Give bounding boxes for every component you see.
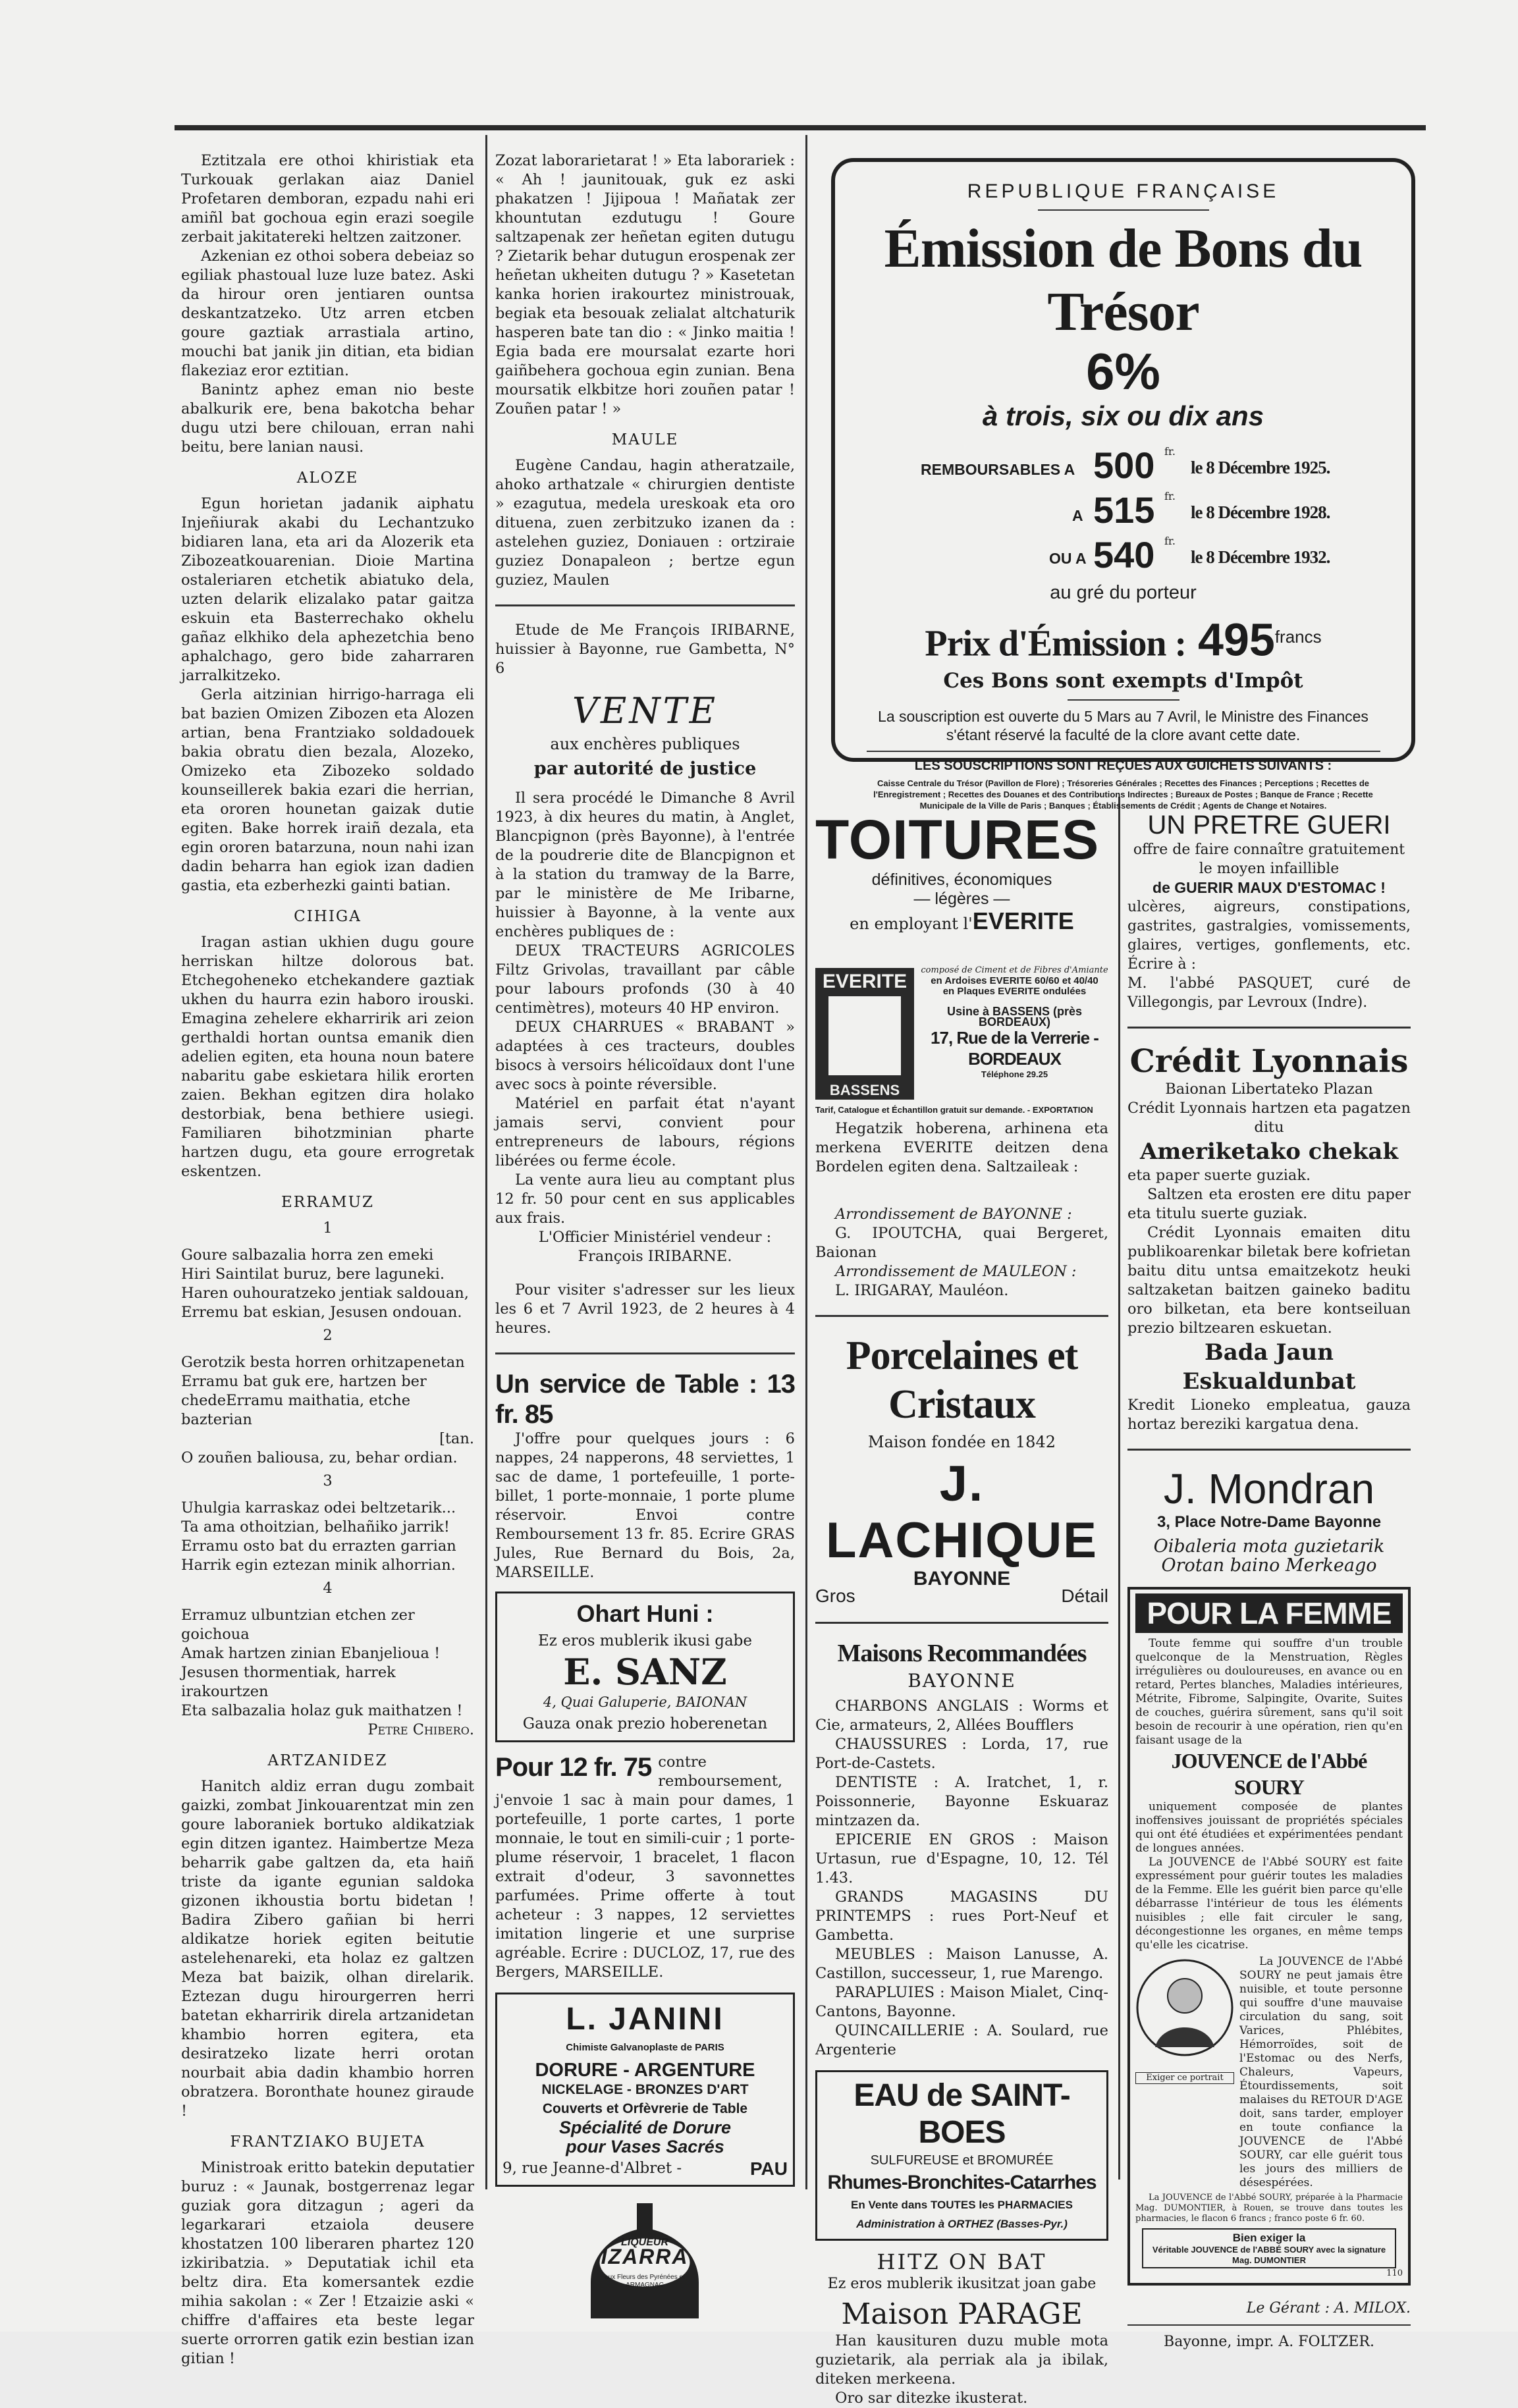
porcelaines-footer (815, 1569, 1108, 1607)
separator (1038, 209, 1209, 211)
gerant: Le Gérant : A. MILOX. (1246, 2300, 1411, 2316)
poem-line: Gerotzik besta horren orhitzapenetan (181, 1354, 465, 1371)
amerik-line: Saltzen eta erosten ere ditu paper eta titulu suerte guziak. (1127, 1186, 1411, 1222)
column-2 (495, 151, 795, 2318)
paragraph: Zozat laborarietarat ! » Eta laborariek : « Ah ! jaunitouak, guk ez aski phakatzen ! Jijipoua ! Mañatak zer khountutan ezdutugu ! Goure saltzapenak zer heñetan egiten dutugu ? Zietarik behar dutugun erospenak zer heñetan ukheiten dutugu ? » Kasetetan kanka horien irakourtez ministrouak, begiak eta besouak zelialat altchaturik hasperen bate tan dio : « Jinko maitia ! Egia bada ere moursalat ezarte hori gaiñbehera gochoua egin zunian. Bena moursatik elkbitze hori zouñen patar ! Zouñen patar ! » (495, 152, 795, 417)
separator (815, 1315, 1108, 1317)
paragraph: Gerla aitzinian hirrigo-harraga eli bat bazien Omizen Zibozen eta Alozen artian, bena Frantziako soldadouek bakia obratu dien bezala, Alozeko, Omizeko eta Zibozeko soldado kounseillerek bakia ezari die herrian, eta ororen hounetan gaizak dutie egiten. Bake horrek iraiñ dezala, eta egin ororen batarzuna, noun nahi izan dadin beharra han egiok izan dadien gastia, eta ezberhezki gainti batian. (181, 686, 474, 894)
arr-label: Arrondissement de BAYONNE : (835, 1206, 1072, 1223)
mondran-line: Orotan baino Merkeago (1161, 1555, 1377, 1576)
stanza-number: 2 (323, 1327, 333, 1344)
pretre-title: UN PRETRE GUERI (1147, 811, 1391, 840)
top-rule (175, 125, 1426, 130)
maison-entry: EPICERIE EN GROS : Maison Urtasun, rue d'Espagne, 10, 12. Tél 1.43. (815, 1831, 1108, 1886)
paragraph: Banintz aphez eman nio beste abalkurik ere, bena bakotcha behar dugu utzi bere chilouan, erran nahi beitu, bere lanian nausi. (181, 381, 474, 456)
section-heading-maule: MAULE (611, 431, 679, 448)
eau-title: EAU de SAINT-BOES (854, 2078, 1070, 2150)
bada-title: Bada Jaun Eskualdunbat (1182, 1339, 1356, 1395)
arr-label: Arrondissement de MAULEON : (835, 1263, 1077, 1280)
sanz-name: E. SANZ (563, 1651, 727, 1693)
janini-ad (495, 1993, 795, 2187)
visiter: Pour visiter s'adresser sur les lieux les 6 et 7 Avril 1923, de 2 heures à 4 heures. (495, 1281, 795, 1337)
date-1: le 8 Décembre 1925. (1191, 458, 1330, 477)
mondran-name: J. Mondran (1163, 1465, 1375, 1512)
imprimeur: Bayonne, impr. A. FOLTZER. (1164, 2334, 1374, 2350)
abbe-portrait-icon (1135, 1955, 1234, 2067)
sanz-tagline: Gauza onak prezio hoberenetan (522, 1715, 768, 1732)
janini-line: NICKELAGE - BRONZES D'ART (541, 2082, 749, 2097)
tresor-term: à trois, six ou dix ans (982, 400, 1264, 431)
amerik-title: Ameriketako chekak (1139, 1138, 1398, 1165)
stanza-number: 4 (323, 1580, 333, 1597)
saint-boes-ad (815, 2070, 1108, 2241)
separator (495, 1352, 795, 1354)
section-heading-erramuz: ERRAMUZ (281, 1194, 374, 1211)
poem-line: Erramuz ulbuntzian etchen zer goichoua (181, 1607, 415, 1643)
mondran-address: 3, Place Notre-Dame Bayonne (1156, 1513, 1382, 1531)
toitures-emp: en employant l' (850, 915, 973, 933)
tresor-prix: Prix d'Émission : (925, 623, 1187, 664)
separator (1068, 699, 1179, 701)
exiger-caption: Exiger ce portrait (1135, 2072, 1234, 2084)
maison-entry: CHAUSSURES : Lorda, 17, rue Port-de-Castets. (815, 1736, 1108, 1772)
section-heading-aloze: ALOZE (296, 469, 359, 487)
fr: fr. (1164, 490, 1176, 502)
sanz-address: 4, Quai Galuperie, BAIONAN (543, 1694, 747, 1710)
femme-text: La JOUVENCE de l'Abbé SOURY est faite expressément pour guérir toutes les maladies de la Femme. Elle les guérit bien parce qu'elle débarrasse l'intérieur de tous les éléments nuisibles ; elle fait circuler le sang, décongestionne les organes, en même temps qu'elle les cicatrise. (1135, 1856, 1403, 1952)
separator (1127, 1027, 1411, 1029)
ad-number: 110 (1386, 2268, 1403, 2278)
poem-line: O zouñen baliousa, zu, behar ordian. (181, 1449, 458, 1466)
toitures-sub: définitives, économiques (871, 870, 1052, 889)
hitz-sub: Ez eros mublerik ikusitzat joan gabe (827, 2276, 1097, 2292)
janini-address: 9, rue Jeanne-d'Albret - (502, 2160, 682, 2177)
section-heading-cihiga: CIHIGA (294, 908, 362, 925)
paragraph: Ministroak eritto batekin deputatier buruz : « Jaunak, bostgerrenaz legar guziak gora ditzagun ; ageri da legarkarari etzaiola deusere khostatzen 100 liberaren phartez 120 izkiribatzia. » Deputatiak ichil eta beltz dira. Eta komersantek ezdie mihia sakolan : « Zer ! Etzaizie aski « chiffre d'affaires eta beste legar suerte orrorren gatik ezin bestian izan gitian ! (181, 2159, 474, 2367)
arr-value: L. IRIGARAY, Mauléon. (835, 1282, 1009, 1299)
amount-515: 515 (1093, 489, 1155, 531)
remb-label: REMBOURSABLES A (921, 461, 1075, 478)
column-divider (1118, 797, 1120, 2180)
toitures-comp: composé de Ciment et de Fibres d'Amiante (921, 965, 1108, 975)
credit-line: Baionan Libertateko Plazan (1165, 1081, 1373, 1098)
poem-line: Erramu bat guk ere, hartzen ber chedeErramu maithatia, etche bazterian (181, 1373, 427, 1428)
tresor-prix-value: 495 (1198, 614, 1275, 666)
janini-address-row (502, 2159, 788, 2178)
toitures-everite: EVERITE (972, 907, 1074, 934)
maisons-title: Maisons Recommandées (837, 1640, 1087, 1667)
everite-logo-text: EVERITE (822, 971, 908, 992)
amerik-line: Crédit Lyonnais emaiten ditu publikoarenkar biletak bere kofrietan baitu ditu untsa emaitzekotz heuki saltzaketan baitzen gaineko baditu oro bilketan, eta bere kontseiluan prezio biltzearen eskuetan. (1127, 1224, 1411, 1337)
separator (1127, 2324, 1411, 2326)
table-ad-text: J'offre pour quelques jours : 6 nappes, 24 napperons, 48 serviettes, 1 sac de dame, 1 portefeuille, 1 porte-billet, 1 porte-monnaie, 1 porte plume réservoir. Envoi contre Remboursement 13 fr. 85. Ecrire GRAS Jules, Rue Bernard du Bois, 2a, MARSEILLE. (495, 1430, 795, 1581)
remb-a: A (1072, 507, 1083, 524)
poem-signature: Petre Chibero. (367, 1721, 474, 1738)
femme-text: Toute femme qui souffre d'un trouble quelconque de la Menstruation, Règles irrégulières ou douloureuses, en avance ou en retard, Pertes blanches, Maladies intérieures, Métrite, Fibrome, Salpingite, Ovarite, Suites de couches, guérira sûrement, sans qu'il soit besoin de recourir à une opération, rien qu'en faisant usage de la (1135, 1637, 1403, 1747)
poem-line: Goure salbazalia horra zen emeki (181, 1246, 434, 1264)
poem-line: Erremu bat eskian, Jesusen ondouan. (181, 1304, 462, 1321)
vente-subtitle-2: par autorité de justice (533, 759, 757, 779)
porcelaines-city: BAYONNE (913, 1568, 1011, 1590)
maison-entry: QUINCAILLERIE : A. Soulard, rue Argenterie (815, 2022, 1108, 2058)
toitures-ardoises: en Ardoises EVERITE 60/60 et 40/40 (931, 975, 1098, 986)
paragraph: Azkenian ez othoi sobera debeiaz so egiliak phastoual luze luze batez. Aski da hirour oren jentiaren ountsa deskantzatzeko. Utz arren etcben goure gaztiak arrastiala artino, mouchi bat janik jin ditian, eta bidian flakeziaz eror eztitian. (181, 248, 474, 379)
column-divider (805, 135, 807, 2189)
bien-title: Bien exiger la (1232, 2232, 1306, 2244)
porcelaines-fondee: Maison fondée en 1842 (868, 1433, 1056, 1451)
poem-line: Eta salbazalia holaz guk maithatzen ! (181, 1702, 463, 1719)
pour-la-femme-ad (1127, 1587, 1411, 2286)
separator (867, 751, 1380, 752)
stanza-number: 1 (323, 1219, 333, 1237)
stanza-number: 3 (323, 1472, 333, 1489)
officier-name: François IRIBARNE. (578, 1248, 732, 1265)
bien-line: Véritable JOUVENCE de l'ABBÉ SOURY avec la signature Mag. DUMONTIER (1152, 2245, 1386, 2265)
ohart-subtitle: Ez eros mublerik ikusi gabe (537, 1632, 753, 1649)
izarra-brand: LIQUEUR (621, 2237, 668, 2248)
tresor-ad (831, 158, 1415, 811)
lachique-name: J. LACHIQUE (826, 1456, 1098, 1568)
femme-title: POUR LA FEMME (1135, 1593, 1403, 1633)
maisons-city: BAYONNE (908, 1670, 1016, 1692)
paragraph: Eztitzala ere othoi khiristiak eta Turkouak gerlakan aiaz Daniel Profetaren demboran, ezpadu nahi eri amiñl bat gochoua egin erazi soegile zerbait jakitatereki heltzen zaitzoner. (181, 152, 474, 246)
bada-line: Kredit Lioneko empleatua, gauza hortaz bereziki kargatua dena. (1127, 1397, 1411, 1433)
tresor-prix-row (835, 616, 1411, 665)
paragraph: Matériel en parfait état n'ayant jamais servi, convient pour entrepreneurs de labours, régions libérées ou ferme école. (495, 1095, 795, 1169)
tresor-exempts: Ces Bons sont exempts d'Impôt (943, 668, 1303, 693)
porcelaines-detail: Détail (1061, 1586, 1108, 1606)
pour-ad (495, 1753, 795, 1982)
toitures-details (921, 965, 1108, 1080)
femme-portrait-row (1135, 1955, 1403, 2190)
maison-entry: GRANDS MAGASINS DU PRINTEMPS : rues Port-Neuf et Gambetta. (815, 1888, 1108, 1944)
poem-line: Hiri Saintilat buruz, bere laguneki. (181, 1266, 445, 1283)
eau-line: En Vente dans TOUTES les PHARMACIES (851, 2199, 1073, 2211)
section-heading-artzanidez: ARTZANIDEZ (267, 1752, 388, 1769)
credit-title: Crédit Lyonnais (1129, 1043, 1409, 1080)
tresor-republique: REPUBLIQUE FRANÇAISE (967, 180, 1280, 202)
etude-notice: Etude de Me François IRIBARNE, huissier à Bayonne, rue Gambetta, N° 6 (495, 622, 795, 677)
tresor-title: Émission de Bons du Trésor (884, 218, 1363, 342)
maison-entry: CHARBONS ANGLAIS : Worms et Cie, armateurs, 2, Allées Boufflers (815, 1698, 1108, 1734)
poem-line: [tan. (439, 1430, 474, 1447)
vente-notice (495, 691, 795, 778)
fr: fr. (1164, 445, 1176, 458)
parage-title: Maison PARAGE (841, 2297, 1083, 2331)
poem-line: Ta ama othoitzian, belhañiko jarrik! (181, 1518, 450, 1536)
date-2: le 8 Décembre 1928. (1191, 502, 1330, 522)
date-3: le 8 Décembre 1932. (1191, 547, 1330, 567)
arr-value: G. IPOUTCHA, quai Bergeret, Baionan (815, 1225, 1108, 1261)
paragraph: Il sera procédé le Dimanche 8 Avril 1923, à dix heures du matin, à Anglet, Blancpignon (près Bayonne), à l'entrée de la poudrerie dite de Blancpignon et à la station du tramway de la Barre, par le ministère de Me Iribarne, huissier à Bayonne, à la vente aux enchères publiques de : (495, 789, 795, 940)
fr: fr. (1164, 535, 1176, 547)
remb-ou: OU A (1049, 550, 1087, 567)
hitz-title: HITZ ON BAT (877, 2249, 1047, 2274)
porcelaines-ad (815, 1331, 1108, 1607)
maison-entry: DENTISTE : A. Iratchet, 1, r. Poissonnerie, Bayonne Eskuaraz mintzazen da. (815, 1774, 1108, 1829)
pretre-line: ulcères, aigreurs, constipations, gastrites, gastralgies, vomissements, glaires, vertiges, gonflements, etc. Écrire à : (1127, 899, 1411, 973)
everite-logo (815, 968, 914, 1100)
column-3 (815, 810, 1108, 2408)
worker-illustration-icon (828, 996, 901, 1075)
column-divider (485, 135, 487, 2189)
pretre-line: M. l'abbé PASQUET, curé de Villegongis, par Levroux (Indre). (1127, 975, 1411, 1011)
poem (181, 1219, 474, 1740)
janini-line: Spécialité de Dorure (558, 2118, 732, 2137)
amount-500: 500 (1093, 444, 1155, 486)
pretre-line: offre de faire connaître gratuitement le moyen infaillible (1133, 842, 1405, 877)
ohart-title: Ohart Huni : (576, 1600, 714, 1627)
poem-line: Haren ouhouratzeko jentiak saldouan, (181, 1285, 469, 1302)
paragraph: Hanitch aldiz erran dugu zombait gaizki, zombat Jinkouarentzat min zen goure laboraniek bortuko aldikatziak egin ditzen igantez. Haimbertze Meza beharrik gabe galtzen da, eta haiñ triste da igante egunian saldoka gizonen ikhoustia bortu bidetan ! Badira Zibero gañian bi herri aldikatze horiek egiten beitutie astelehenareki, eta holaz ez galtzen Meza bat baizik, olhan direlarik. Eztezan dugu hirourgerren herri batetan ekharririk direla artzanidetan khambio horren egitera, eta desiratzeko lizate herri orotan nourbait abia dadin khambio horren obratzera. Boronthate hounez giraude ! (181, 1778, 474, 2120)
toitures-sub: — légères — (913, 890, 1010, 908)
maison-entry: MEUBLES : Maison Lanusse, A. Castillon, successeur, 1, rue Marengo. (815, 1946, 1108, 1982)
officier: L'Officier Ministériel vendeur : (538, 1229, 772, 1246)
amerik-line: eta paper suerte guziak. (1127, 1167, 1311, 1184)
credit-line: Crédit Lyonnais hartzen eta pagatzen ditu (1127, 1100, 1411, 1136)
toitures-addr: 17, Rue de la Verrerie - BORDEAUX (931, 1028, 1098, 1069)
porcelaines-title: Porcelaines et Cristaux (846, 1333, 1078, 1427)
jouvence-title: JOUVENCE de l'Abbé SOURY (1171, 1749, 1367, 1799)
separator (1127, 1449, 1411, 1451)
hegatzik: Hegatzik hoberena, arhinena eta merkena EVERITE deitzen dena Bordelen egiten dena. Saltzaileak : (815, 1120, 1108, 1175)
femme-text: La JOUVENCE de l'Abbé SOURY ne peut jamais être nuisible, et toute personne qui souffre d'une mauvaise circulation du sang, soit Varices, Phlébites, Hémorroïdes, soit de l'Estomac ou des Nerfs, Chaleurs, Vapeurs, Étourdissements, soit malaises du RETOUR D'AGE doit, sans tarder, employer en toute confiance la JOUVENCE de l'Abbé SOURY, car elle guérit tous les jours des milliers de désespérées. (1239, 1955, 1403, 2189)
paragraph: Egun horietan jadanik aiphatu Injeñiurak akabi du Lechantzuko bidiaren lana, eta ari da Alozerik eta Zibozeatkouarenian. Dioie Martina ostaleriaren etchetik abiatuko dela, uzten delarik elizalako patar gaitza eskuin eta Basterrechako okhelu gañaz elkhiko dela aphezetchia beno aphalchago, gero bide zaharraren jarralkitzeko. (181, 495, 474, 684)
parage-oro: Oro sar ditezke ikusterat. (835, 2390, 1028, 2407)
vente-title: VENTE (572, 690, 718, 732)
poem-line: Uhulgia karraskaz odei beltzetarik... (181, 1499, 456, 1516)
portrait-block (1135, 1955, 1234, 2190)
separator (495, 604, 795, 606)
poem-line: Amak hartzen zinian Ebanjelioua ! (181, 1645, 441, 1662)
janini-line: pour Vases Sacrés (566, 2137, 724, 2156)
separator (815, 1622, 1108, 1624)
janini-line: Couverts et Orfèvrerie de Table (542, 2101, 748, 2116)
toitures-title: TOITURES (815, 809, 1100, 870)
poem-line: Harrik egin eztezan minik alhorrian. (181, 1557, 456, 1574)
porcelaines-gros: Gros (815, 1586, 855, 1606)
izarra-ad (495, 2200, 795, 2318)
eau-line: Rhumes-Bronchites-Catarrhes (827, 2172, 1097, 2193)
tresor-francs: francs (1274, 627, 1322, 647)
poem-line: Jesusen thormentiak, harrek irakourtzen (181, 1664, 396, 1700)
paragraph: La vente aura lieu au comptant plus 12 fr. 50 pour cent en sus applicables aux frais. (495, 1171, 795, 1227)
maison-entry: PARAPLUIES : Maison Mialet, Cinq-Cantons, Bayonne. (815, 1984, 1108, 2020)
izarra-sub: aux Fleurs des Pyrénées et ARMAGNAC (605, 2274, 685, 2289)
tresor-guichets-list: Caisse Centrale du Trésor (Pavillon de Flore) ; Trésoreries Générales ; Recettes des Finances ; Perceptions ; Recettes de l'Enregistrement ; Recettes des Douanes et des Contributions Indirectes ; Bureaux de Postes ; Banque de France ; Recette Municipale de la Ville de Paris ; Banques ; Établissements de Crédit ; Agents de Change et Notaires. (873, 778, 1373, 811)
paragraph: DEUX CHARRUES « BRABANT » adaptées à ces tracteurs, doubles bisocs à versoirs hélicoïdaux dont l'une avec socs à pointe réversible. (495, 1019, 795, 1093)
toitures-plaques: en Plaques EVERITE ondulées (942, 986, 1087, 997)
tresor-redemptions (835, 441, 1411, 579)
poem-line: Erramu osto bat du errazten garrian (181, 1538, 456, 1555)
mondran-line: Oibaleria mota guzietarik (1153, 1536, 1385, 1557)
tresor-souscription: La souscription est ouverte du 5 Mars au 7 Avril, le Ministre des Finances s'étant réservé la faculté de la clore avant cette date. (878, 707, 1369, 743)
tresor-rate: 6% (1086, 342, 1160, 400)
sanz-ad (495, 1592, 795, 1742)
toitures-ad (815, 810, 1108, 1205)
parage-text: Han kausituren duzu muble mota guzietarik, ala perriak ala ja ibilak, diteken merkeena. (815, 2332, 1108, 2388)
bassens-text: BASSENS (829, 1082, 900, 1098)
column-1 (181, 151, 474, 2368)
table-ad-title: Un service de Table : 13 fr. 85 (495, 1370, 795, 1429)
tresor-guichets: LES SOUSCRIPTIONS SONT REÇUES AUX GUICHETS SUIVANTS : (914, 758, 1332, 773)
section-heading-bujeta: FRANTZIAKO BUJETA (230, 2133, 425, 2151)
toitures-emp-row (815, 907, 1108, 934)
janini-line: DORURE - ARGENTURE (535, 2060, 755, 2081)
femme-text: uniquement composée de plantes inoffensives jouissant de propriétés spéciales qui ont été étudiées et expérimentées pendant de longues années. (1135, 1800, 1403, 1855)
pretre-line: de GUERIR MAUX D'ESTOMAC ! (1152, 879, 1386, 896)
paragraph: Iragan astian ukhien dugu goure herriskan hiltze dolorous bat. Etchegoheneko etchekandere gaztiak ukhen du haurra ezin haboro irouski. Emagina zehelere ekharririk ari zeion gerthaldi hortan ountsa emanik dien adelien egiten, eta houna noun batere nabaritu gabe eskietara hilik erorten zaien. Bekhan egitzen dira holako destorbiak, bena bethiere usiegi. Familiaren bihotzminian pharte hartzen dugu, eta goure errogretak eskentzen. (181, 934, 474, 1180)
bien-exiger-box (1142, 2228, 1396, 2268)
vente-subtitle: aux enchères publiques (550, 735, 740, 753)
tresor-gre: au gré du porteur (1050, 582, 1197, 603)
femme-prix: La JOUVENCE de l'Abbé SOURY, préparée à la Pharmacie Mag. DUMONTIER, à Rouen, se trouve dans toutes les pharmacies, le flacon 6 francs ; franco poste 6 fr. 60. (1135, 2193, 1403, 2224)
amount-540: 540 (1093, 534, 1155, 575)
toitures-export: Tarif, Catalogue et Échantillon gratuit sur demande. - EXPORTATION (815, 1105, 1093, 1115)
paragraph: DEUX TRACTEURS AGRICOLES Filtz Grivolas, travaillant par câble pour labours profonds (30 à 40 centimètres), moteurs 40 HP environ. (495, 942, 795, 1017)
paragraph: Eugène Candau, hagin atheratzaile, ahoko arthatzale « chirurgien dentiste » ezagutua, medela ureskoak eta oro dituena, zuen zerbitzuko izanen da : astelehen guziez, Doniauen : ortziraie guziez Donapaleon ; bertze egun guziez, Maulen (495, 457, 795, 589)
izarra-name: IZARRA (601, 2245, 689, 2268)
toitures-tel: Téléphone 29.25 (981, 1069, 1048, 1079)
pour-ad-title: Pour 12 fr. 75 (495, 1753, 652, 1782)
eau-sub: SULFUREUSE et BROMURÉE (870, 2153, 1054, 2168)
eau-line: Administration à ORTHEZ (Basses-Pyr.) (856, 2218, 1068, 2230)
janini-sub: Chimiste Galvanoplaste de PARIS (566, 2042, 724, 2053)
janini-name: L. JANINI (566, 2002, 724, 2037)
pour-ad-text: contre remboursement, j'envoie 1 sac à main pour dames, 1 portefeuille, 1 porte cartes, 1 porte monnaie, le tout en simili-cuir ; 1 porte-plume réservoir, 1 bracelet, 1 flacon extrait d'odeur, 3 savonnettes parfumées. Prime offerte à tout acheteur : 3 nappes, 12 serviettes imitation lingerie et une surprise agréable. Ecrire : DUCLOZ, 17, rue des Bergers, MARSEILLE. (495, 1753, 795, 1981)
column-4 (1127, 810, 1411, 2351)
toitures-usine: Usine à BASSENS (près BORDEAUX) (946, 1005, 1083, 1029)
janini-city: PAU (749, 2158, 788, 2179)
